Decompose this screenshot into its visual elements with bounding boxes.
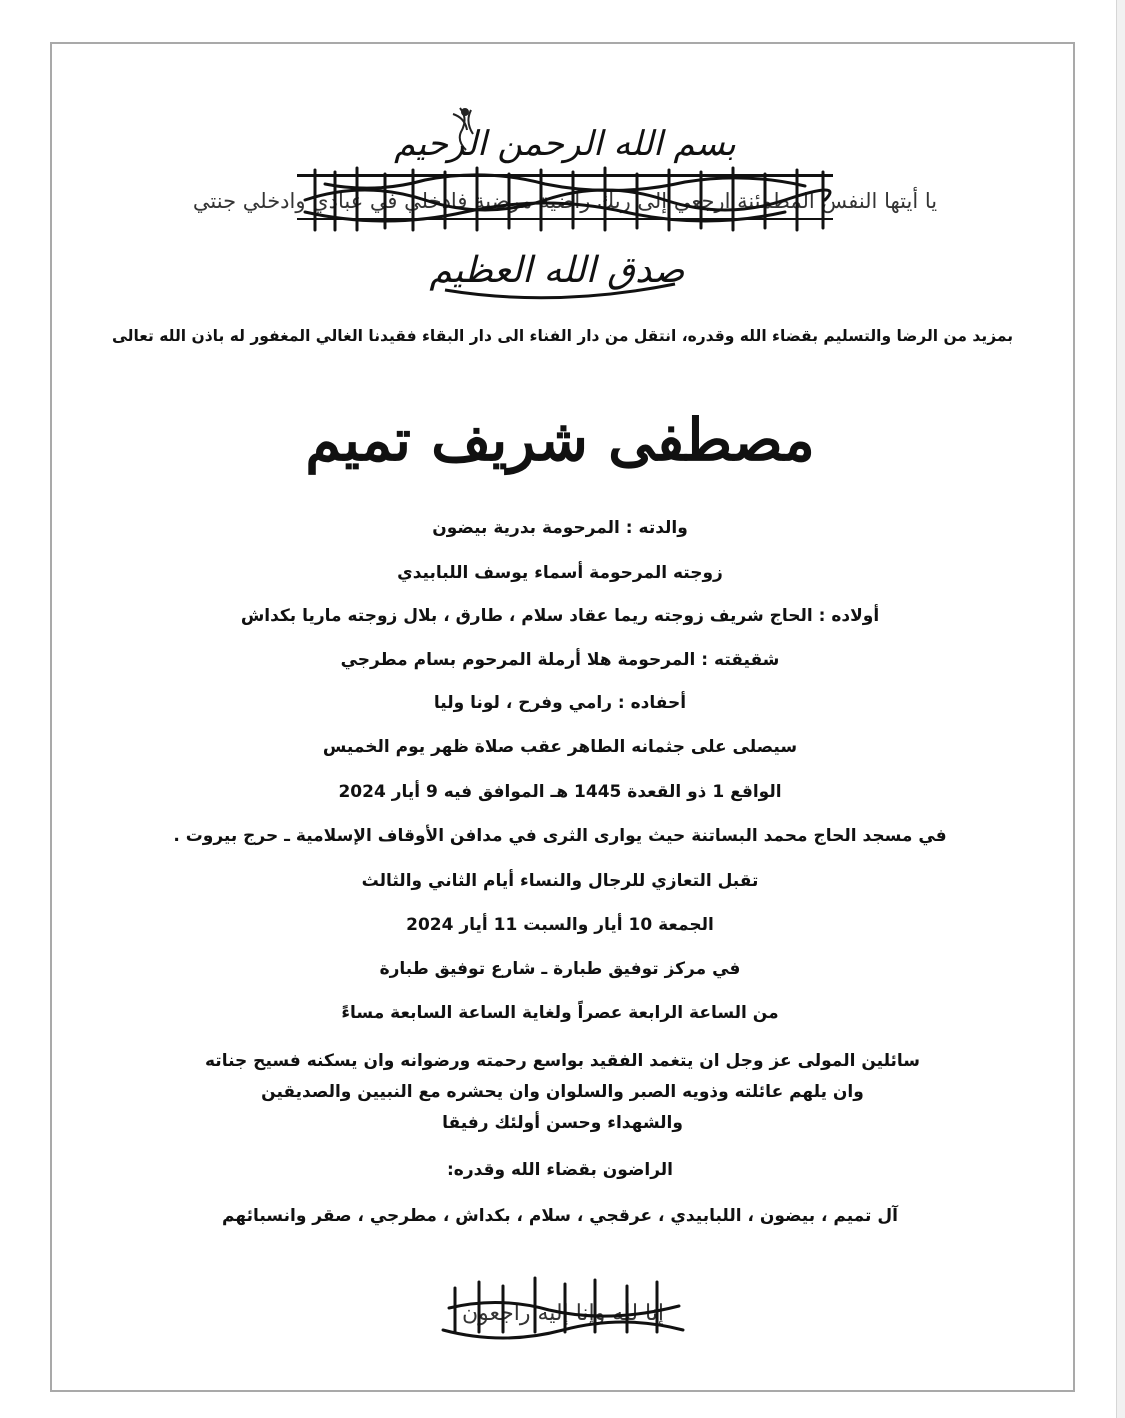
prayer-line-2: وان يلهم عائلته وذويه الصبر والسلوان وان يحشره مع النبيين والصديقين [261,1082,864,1102]
mother-line: والدته : المرحومة بدرية بيضون [432,518,688,538]
ending-text: إنا لله وإنا إليه راجعون [462,1301,664,1326]
prayer-line-1: سائلين المولى عز وجل ان يتغمد الفقيد بواسع رحمته ورضوانه وان يسكنه فسيح جناته [205,1051,920,1071]
hours-line: من الساعة الرابعة عصراً ولغاية الساعة السابعة مساءً [341,1003,779,1023]
intro-text: بمزيد من الرضا والتسليم بقضاء الله وقدره، انتقل من دار الفناء الى دار البقاء فقيدنا الغالي المغفور له باذن الله تعالى [111,327,1014,345]
location-line: في مركز توفيق طبارة ـ شارع توفيق طبارة [379,959,741,979]
date-line: الواقع 1 ذو القعدة 1445 هـ الموافق فيه 9 أيار 2024 [338,782,782,802]
prayer-line-3: والشهداء وحسن أولئك رفيقا [442,1113,683,1133]
basmala-text: بسم الله الرحمن الرحيم [394,124,736,164]
prayer-time-line: سيصلى على جثمانه الطاهر عقب صلاة ظهر يوم الخميس [322,737,798,757]
condolences-line: تقبل التعازي للرجال والنساء أيام الثاني والثالث [361,871,759,891]
verse-text: يا أيتها النفس المطمئنة ارجعي إلى ربك راضية مرضية فادخلي في عبادي وادخلي جنتي [192,189,938,213]
wife-line: زوجته المرحومة أسماء يوسف اللبابيدي [397,563,723,583]
mourners-label: الراضون بقضاء الله وقدره: [446,1160,673,1180]
children-line: أولاده : الحاج شريف زوجته ريما عقاد سلام ، طارق ، بلال زوجته ماريا بكداش [240,606,880,626]
families-line: آل تميم ، بيضون ، اللبابيدي ، عرقجي ، سلام ، بكداش ، مطرجي ، صقر وانسبائهم [222,1206,898,1226]
sadaqa-text: صدق الله العظيم [429,250,685,291]
condolence-dates-line: الجمعة 10 أيار والسبت 11 أيار 2024 [406,915,714,935]
deceased-name: مصطفى شريف تميم [305,406,815,474]
burial-line: في مسجد الحاج محمد البساتنة حيث يوارى الثرى في مدافن الأوقاف الإسلامية ـ حرج بيروت . [173,826,947,846]
sister-line: شقيقته : المرحومة هلا أرملة المرحوم بسام مطرجي [340,650,780,670]
grandchildren-line: أحفاده : رامي وفرح ، لونا وليا [433,693,687,713]
verse-calligraphy [192,100,938,305]
ending-calligraphy [435,1268,690,1350]
